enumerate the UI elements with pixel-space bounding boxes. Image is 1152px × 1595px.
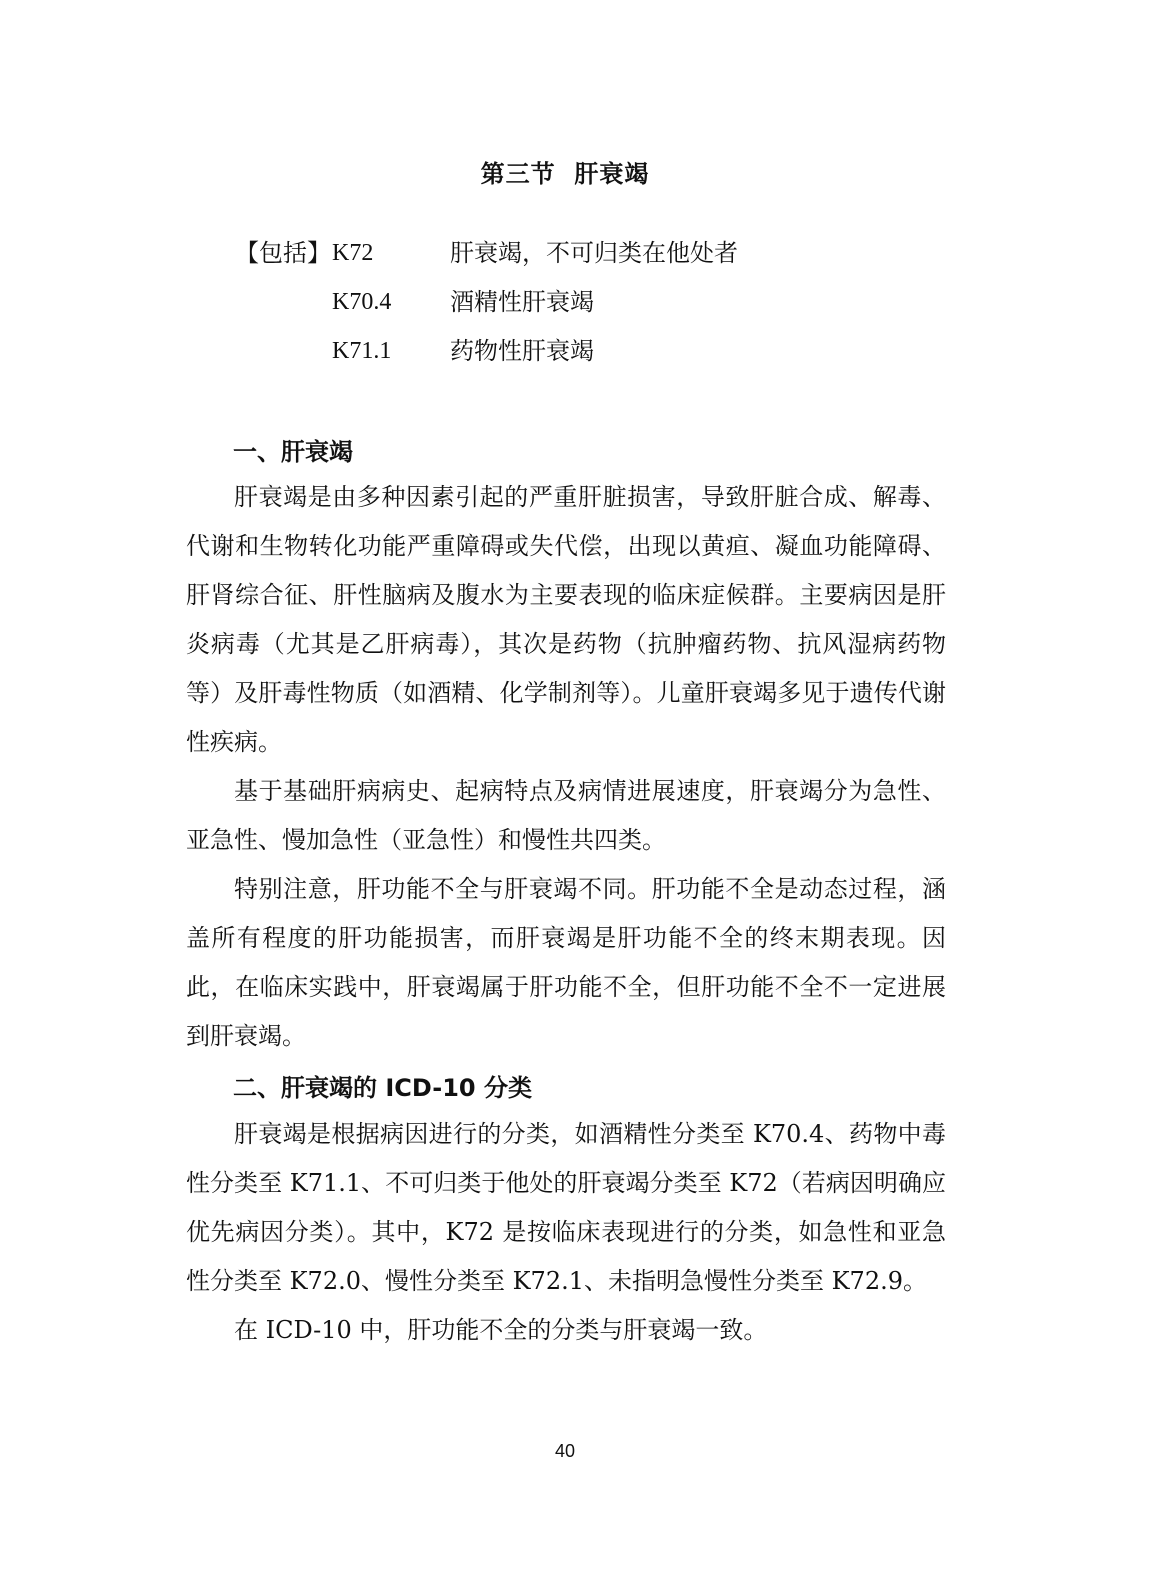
part2-heading: 二、肝衰竭的 ICD-10 分类 [233, 1074, 532, 1102]
inclusion-code: K72 [332, 240, 374, 266]
part1-heading: 一、肝衰竭 [233, 438, 353, 466]
section-title: 第三节 肝衰竭 [480, 160, 650, 188]
inclusion-row [0, 236, 1152, 270]
paragraph: 基于基础肝病病史、起病特点及病情进展速度，肝衰竭分为急性、亚急性、慢加急性（亚急性）和慢性共四类。 [186, 777, 946, 854]
inclusion-prefix: 【包括】 [235, 239, 331, 267]
inclusion-description: 肝衰竭，不可归类在他处者 [450, 239, 738, 267]
paragraph: 特别注意，肝功能不全与肝衰竭不同。肝功能不全是动态过程，涵盖所有程度的肝功能损害，而肝衰竭是肝功能不全的终末期表现。因此，在临床实践中，肝衰竭属于肝功能不全，但肝功能不全不一定进展到肝衰竭。 [186, 875, 946, 1050]
paragraph: 肝衰竭是根据病因进行的分类，如酒精性分类至 K70.4、药物中毒性分类至 K71.1、不可归类于他处的肝衰竭分类至 K72（若病因明确应优先病因分类）。其中，K72 是按临床表现进行的分类，如急性和亚急性分类至 K72.0、慢性分类至 K72.1、未指明急慢性分类至 K72.9。 [186, 1120, 946, 1295]
inclusion-row [0, 285, 1152, 319]
paragraph: 在 ICD-10 中，肝功能不全的分类与肝衰竭一致。 [234, 1316, 768, 1344]
inclusion-code: K70.4 [332, 289, 392, 315]
paragraph: 肝衰竭是由多种因素引起的严重肝脏损害，导致肝脏合成、解毒、代谢和生物转化功能严重障碍或失代偿，出现以黄疸、凝血功能障碍、肝肾综合征、肝性脑病及腹水为主要表现的临床症候群。主要病因是肝炎病毒（尤其是乙肝病毒），其次是药物（抗肿瘤药物、抗风湿病药物等）及肝毒性物质（如酒精、化学制剂等）。儿童肝衰竭多见于遗传代谢性疾病。 [186, 483, 946, 756]
inclusion-code: K71.1 [332, 338, 392, 364]
page-number: 40 [554, 1441, 576, 1461]
inclusion-description: 酒精性肝衰竭 [450, 288, 594, 316]
inclusion-description: 药物性肝衰竭 [450, 337, 594, 365]
inclusion-row [0, 334, 1152, 368]
